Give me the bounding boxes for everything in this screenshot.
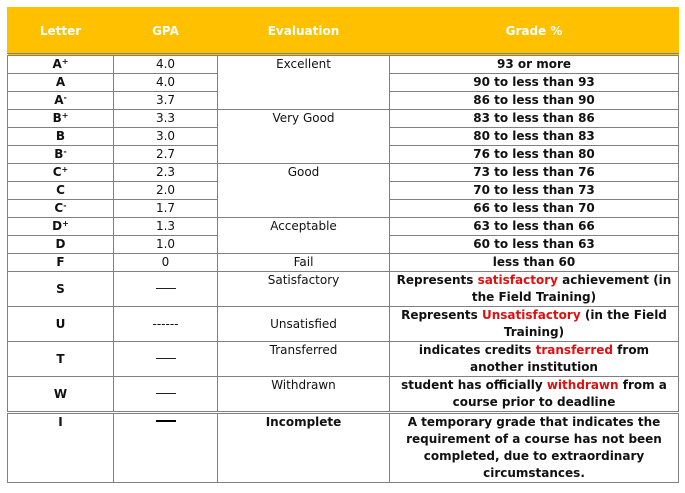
dash-icon (156, 288, 176, 289)
gpa-cell: 4.0 (114, 55, 218, 74)
gpa-cell: 0 (114, 254, 218, 272)
gpa-cell: 4.0 (114, 74, 218, 92)
gpa-cell: 1.7 (114, 200, 218, 218)
header-letter: Letter (8, 8, 114, 55)
letter-cell: W (8, 377, 114, 413)
grade-cell: 83 to less than 86 (390, 110, 679, 128)
evaluation-cell: Transferred (218, 342, 390, 377)
grade-cell: 73 to less than 76 (390, 164, 679, 182)
grade-cell: Represents satisfactory achievement (in the Field Training) (390, 272, 679, 307)
evaluation-cell: Unsatisfied (218, 307, 390, 342)
grading-table-container (7, 7, 678, 483)
table-row (8, 272, 679, 307)
highlight-text: transferred (535, 343, 613, 357)
gpa-cell: 3.0 (114, 128, 218, 146)
gpa-cell: 1.0 (114, 236, 218, 254)
header-gpa: GPA (114, 8, 218, 55)
evaluation-cell: Good (218, 164, 390, 218)
letter-cell: B (8, 128, 114, 146)
letter-cell: F (8, 254, 114, 272)
grade-cell: 60 to less than 63 (390, 236, 679, 254)
evaluation-cell: Fail (218, 254, 390, 272)
gpa-cell: ------ (114, 307, 218, 342)
letter-cell: C (8, 182, 114, 200)
highlight-text: withdrawn (546, 378, 619, 392)
grade-cell: 86 to less than 90 (390, 92, 679, 110)
letter-cell: S (8, 272, 114, 307)
grade-cell: 90 to less than 93 (390, 74, 679, 92)
header-grade: Grade % (390, 8, 679, 55)
grade-cell: 66 to less than 70 (390, 200, 679, 218)
dash-icon (156, 358, 176, 359)
grade-cell: 70 to less than 73 (390, 182, 679, 200)
gpa-cell: 2.7 (114, 146, 218, 164)
table-row (8, 110, 679, 128)
grade-cell: 80 to less than 83 (390, 128, 679, 146)
gpa-cell: 2.3 (114, 164, 218, 182)
evaluation-cell: Incomplete (218, 413, 390, 483)
grade-cell: less than 60 (390, 254, 679, 272)
grade-cell: student has officially withdrawn from a course prior to deadline (390, 377, 679, 413)
table-row (8, 377, 679, 413)
letter-cell: A- (8, 92, 114, 110)
grade-cell: 63 to less than 66 (390, 218, 679, 236)
letter-cell: U (8, 307, 114, 342)
grade-cell: 93 or more (390, 55, 679, 74)
gpa-cell (114, 413, 218, 483)
grading-table (7, 7, 679, 483)
grade-cell: A temporary grade that indicates the requirement of a course has not been completed, due to extraordinary circumstances. (390, 413, 679, 483)
evaluation-cell: Satisfactory (218, 272, 390, 307)
gpa-cell: 1.3 (114, 218, 218, 236)
evaluation-cell: Excellent (218, 55, 390, 110)
evaluation-cell: Withdrawn (218, 377, 390, 413)
gpa-cell: 3.7 (114, 92, 218, 110)
letter-cell: B+ (8, 110, 114, 128)
letter-cell: B- (8, 146, 114, 164)
gpa-cell (114, 377, 218, 413)
table-row (8, 218, 679, 236)
highlight-text: Unsatisfactory (481, 308, 581, 322)
gpa-cell (114, 342, 218, 377)
highlight-text: satisfactory (477, 273, 558, 287)
letter-cell: A (8, 74, 114, 92)
letter-cell: I (8, 413, 114, 483)
table-header-row (8, 8, 679, 55)
grade-cell: 76 to less than 80 (390, 146, 679, 164)
letter-cell: A+ (8, 55, 114, 74)
table-row (8, 413, 679, 483)
dash-icon (156, 420, 176, 422)
letter-cell: C+ (8, 164, 114, 182)
grade-cell: indicates credits transferred from another institution (390, 342, 679, 377)
evaluation-cell: Acceptable (218, 218, 390, 254)
table-row (8, 164, 679, 182)
dash-icon (156, 393, 176, 394)
header-evaluation: Evaluation (218, 8, 390, 55)
letter-cell: D+ (8, 218, 114, 236)
evaluation-cell: Very Good (218, 110, 390, 164)
gpa-cell: 2.0 (114, 182, 218, 200)
table-row (8, 307, 679, 342)
letter-cell: T (8, 342, 114, 377)
table-row (8, 254, 679, 272)
gpa-cell (114, 272, 218, 307)
gpa-cell: 3.3 (114, 110, 218, 128)
table-row (8, 55, 679, 74)
letter-cell: D (8, 236, 114, 254)
grade-cell: Represents Unsatisfactory (in the Field Training) (390, 307, 679, 342)
table-row (8, 342, 679, 377)
letter-cell: C- (8, 200, 114, 218)
